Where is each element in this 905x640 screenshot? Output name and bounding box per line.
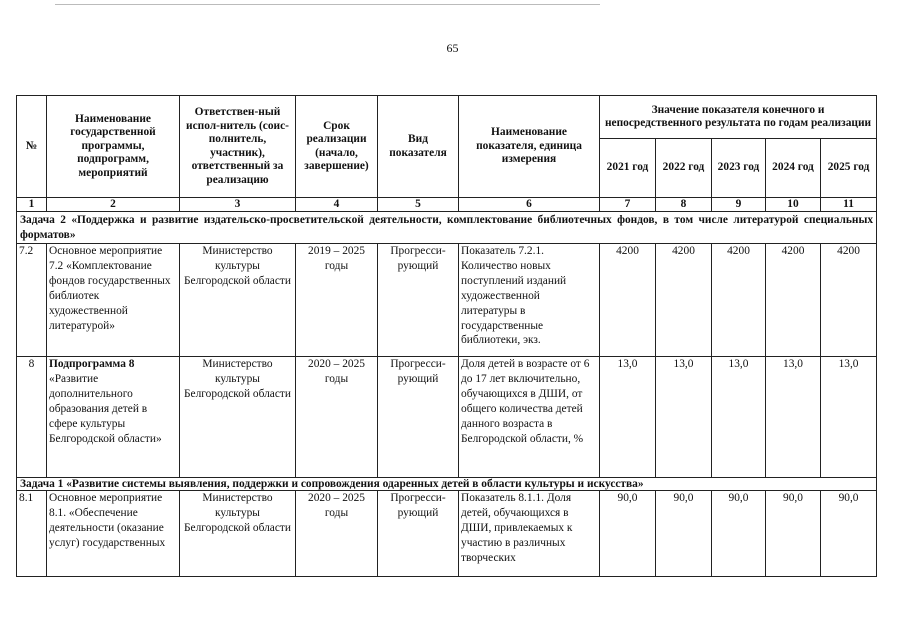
row-name: Основное мероприятие 8.1. «Обеспечение деятельности (оказание услуг) государственных: [47, 491, 180, 577]
header-indicator: Наименование показателя, единица измерения: [459, 96, 600, 198]
table-row: [17, 244, 877, 357]
row-value: 90,0: [656, 491, 712, 577]
row-value: 4200: [712, 244, 766, 357]
task-row: [17, 212, 877, 244]
row-value: 13,0: [821, 357, 877, 478]
row-value: 90,0: [600, 491, 656, 577]
header-year: 2021 год: [600, 139, 656, 198]
column-number: 3: [180, 198, 296, 212]
column-number: 5: [378, 198, 459, 212]
row-indicator: Доля детей в возрасте от 6 до 17 лет включительно, обучающихся в ДШИ, от общего количества детей данного возраста в Белгородской области, %: [459, 357, 600, 478]
row-value: 13,0: [712, 357, 766, 478]
header-row: [17, 96, 877, 139]
row-value: 4200: [656, 244, 712, 357]
row-name-bold: Подпрограмма 8: [49, 358, 135, 370]
column-number: 1: [17, 198, 47, 212]
column-number: 9: [712, 198, 766, 212]
header-name: Наименование государственной программы, подпрограмм, мероприятий: [47, 96, 180, 198]
task-heading: Задача 2 «Поддержка и развитие издательско-просветительской деятельности, комплектование библиотечных фондов, в том числе литературой специальных форматов»: [17, 212, 877, 244]
row-num: 8.1: [17, 491, 47, 577]
row-name-cell: [47, 357, 180, 478]
row-num: 8: [17, 357, 47, 478]
column-number: 10: [766, 198, 821, 212]
row-period: 2020 – 2025 годы: [296, 491, 378, 577]
row-value: 4200: [766, 244, 821, 357]
row-responsible: Министерство культуры Белгородской области: [180, 244, 296, 357]
table-row: [17, 357, 877, 478]
table-row: [17, 491, 877, 577]
row-value: 13,0: [600, 357, 656, 478]
column-number: 4: [296, 198, 378, 212]
column-number: 6: [459, 198, 600, 212]
header-year: 2025 год: [821, 139, 877, 198]
row-responsible: Министерство культуры Белгородской области: [180, 357, 296, 478]
program-indicators-table: [16, 95, 877, 577]
row-responsible: Министерство культуры Белгородской области: [180, 491, 296, 577]
row-type: Прогресси-рующий: [378, 357, 459, 478]
row-value: 4200: [821, 244, 877, 357]
header-year: 2024 год: [766, 139, 821, 198]
row-value: 13,0: [766, 357, 821, 478]
header-period: Срок реализации (начало, завершение): [296, 96, 378, 198]
column-number: 11: [821, 198, 877, 212]
row-num: 7.2: [17, 244, 47, 357]
row-period: 2020 – 2025 годы: [296, 357, 378, 478]
header-type: Вид показателя: [378, 96, 459, 198]
task-row: [17, 478, 877, 491]
row-value: 90,0: [821, 491, 877, 577]
column-number: 2: [47, 198, 180, 212]
column-number: 7: [600, 198, 656, 212]
header-values-group: Значение показателя конечного и непосредственного результата по годам реализации: [600, 96, 877, 139]
row-name: «Развитие дополнительного образования детей в сфере культуры Белгородской области»: [49, 372, 162, 445]
header-num: №: [17, 96, 47, 198]
top-scan-line: [55, 4, 600, 5]
row-indicator: Показатель 7.2.1. Количество новых поступлений изданий художественной литературы в государственные библиотеки, экз.: [459, 244, 600, 357]
row-value: 4200: [600, 244, 656, 357]
column-number-row: [17, 198, 877, 212]
header-year: 2022 год: [656, 139, 712, 198]
task-heading: Задача 1 «Развитие системы выявления, поддержки и сопровождения одаренных детей в области культуры и искусства»: [17, 478, 877, 491]
row-value: 13,0: [656, 357, 712, 478]
row-period: 2019 – 2025 годы: [296, 244, 378, 357]
row-indicator: Показатель 8.1.1. Доля детей, обучающихся в ДШИ, привлекаемых к участию в различных творческих: [459, 491, 600, 577]
row-type: Прогресси-рующий: [378, 491, 459, 577]
header-responsible: Ответствен-ный испол-нитель (соис-полнитель, участник), ответственный за реализацию: [180, 96, 296, 198]
page-number: 65: [446, 41, 459, 55]
row-value: 90,0: [766, 491, 821, 577]
header-year: 2023 год: [712, 139, 766, 198]
column-number: 8: [656, 198, 712, 212]
row-type: Прогресси-рующий: [378, 244, 459, 357]
row-name: Основное мероприятие 7.2 «Комплектование фондов государственных библиотек художественной литературой»: [47, 244, 180, 357]
row-value: 90,0: [712, 491, 766, 577]
